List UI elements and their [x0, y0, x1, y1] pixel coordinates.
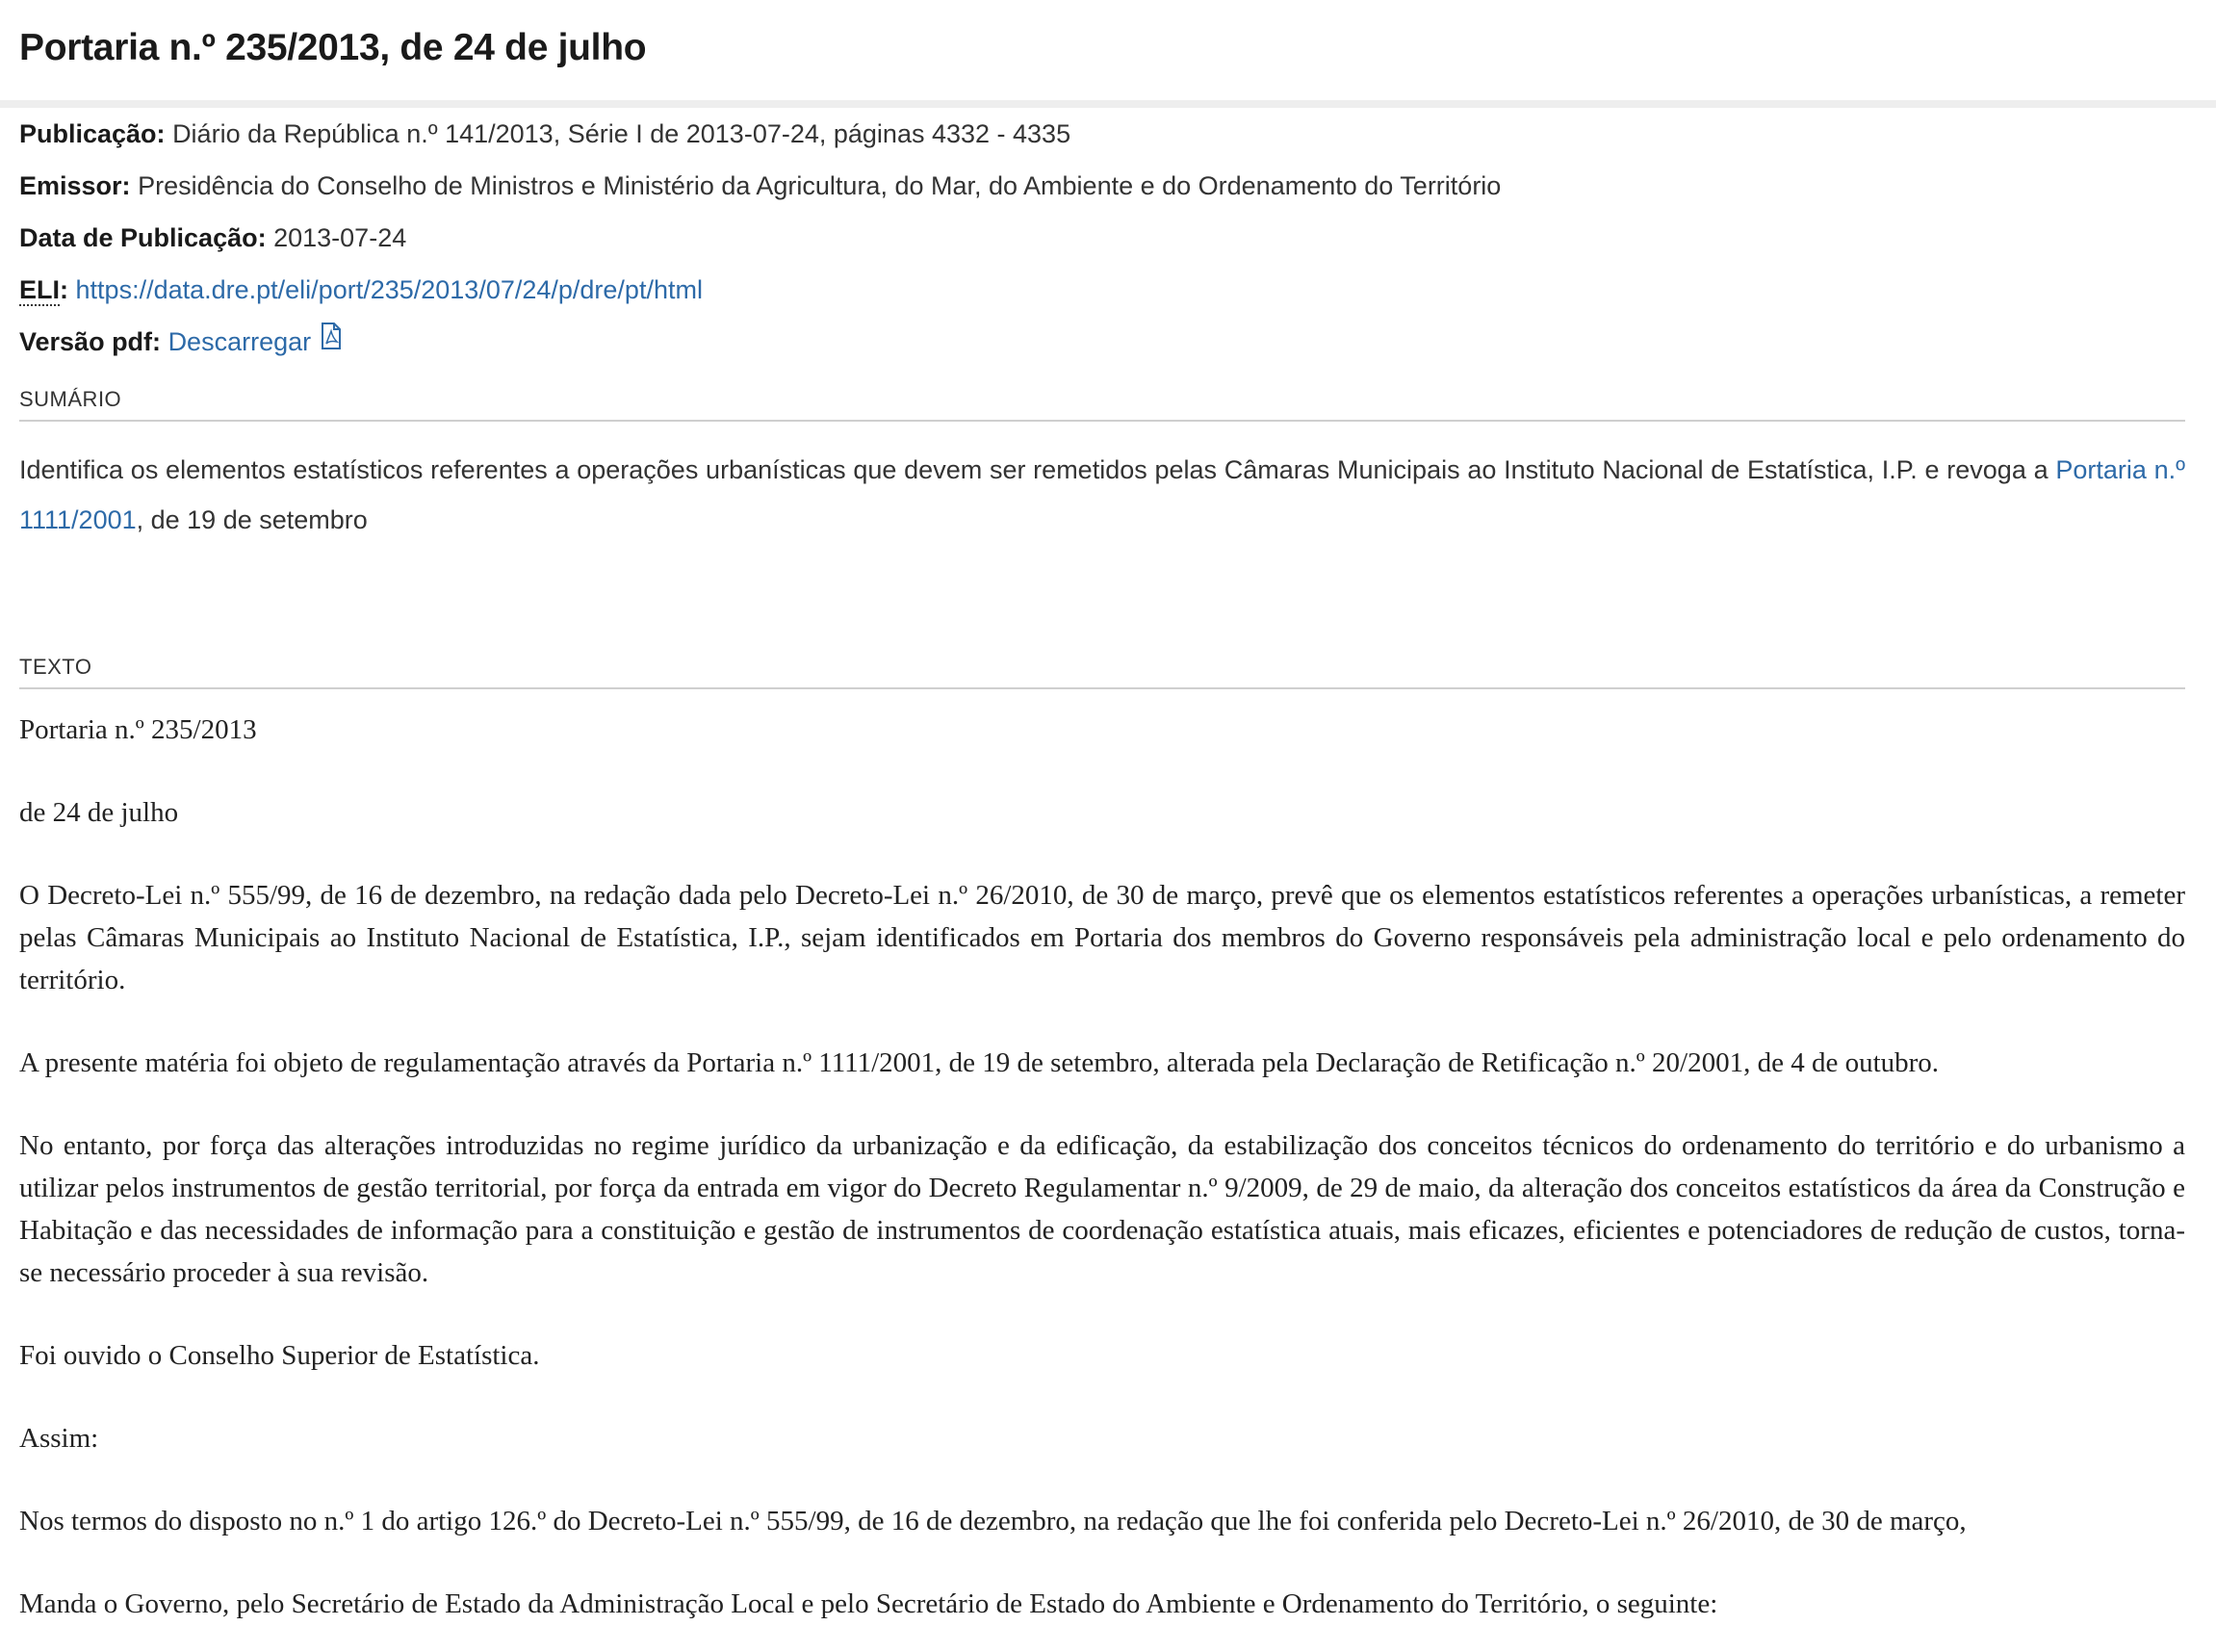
eli-colon: : — [60, 275, 69, 304]
meta-publicacao — [19, 108, 2185, 160]
document-content — [19, 108, 2185, 1625]
texto-paragraph: Manda o Governo, pelo Secretário de Estado da Administração Local e pelo Secretário de Estado do Ambiente e Ordenamento do Território, o seguinte: — [19, 1588, 1718, 1619]
data-publicacao-label: Data de Publicação: — [19, 223, 267, 252]
eli-label: ELI — [19, 275, 61, 304]
meta-eli — [19, 264, 2185, 316]
pdf-file-icon — [321, 315, 342, 367]
page-header — [0, 0, 2216, 108]
sumario-section — [19, 387, 2185, 545]
emissor-label: Emissor: — [19, 171, 131, 200]
texto-heading: TEXTO — [19, 655, 2185, 689]
texto-paragraph: Foi ouvido o Conselho Superior de Estatística. — [19, 1340, 540, 1371]
sumario-text — [19, 445, 2185, 545]
texto-paragraph: Assim: — [19, 1423, 99, 1454]
texto-paragraph: de 24 de julho — [19, 797, 179, 828]
texto-section — [19, 655, 2185, 1625]
sumario-heading: SUMÁRIO — [19, 387, 2185, 422]
sumario-portaria-link[interactable]: Portaria n.º 1111/2001 — [19, 455, 2186, 534]
meta-pdf — [19, 316, 2185, 368]
metadata-block — [19, 108, 2185, 368]
eli-link[interactable]: https://data.dre.pt/eli/port/235/2013/07/24/p/dre/pt/html — [75, 275, 703, 304]
pdf-download-link[interactable] — [168, 327, 343, 356]
texto-paragraph: O Decreto-Lei n.º 555/99, de 16 de dezembro, na redação dada pelo Decreto-Lei n.º 26/2010, de 30 de março, prevê que os elementos estatísticos referentes a operações urbanísticas, a remeter pelas Câmaras Municipais ao Instituto Nacional de Estatística, I.P., sejam identificados em Portaria dos membros do Governo responsáveis pela administração local e pelo ordenamento do território. — [19, 880, 2185, 995]
publicacao-value: Diário da República n.º 141/2013, Série I de 2013-07-24, páginas 4332 - 4335 — [172, 119, 1071, 148]
meta-data-publicacao — [19, 212, 2185, 264]
pdf-download-label: Descarregar — [167, 327, 312, 356]
page-title: Portaria n.º 235/2013, de 24 de julho — [19, 27, 647, 68]
texto-paragraph: Nos termos do disposto no n.º 1 do artigo 126.º do Decreto-Lei n.º 555/99, de 16 de dezembro, na redação que lhe foi conferida pelo Decreto-Lei n.º 26/2010, de 30 de março, — [19, 1506, 1967, 1536]
texto-body — [19, 709, 2185, 1625]
pdf-label: Versão pdf: — [19, 327, 162, 356]
emissor-value: Presidência do Conselho de Ministros e Ministério da Agricultura, do Mar, do Ambiente e do Ordenamento do Território — [138, 171, 1502, 200]
texto-paragraph: A presente matéria foi objeto de regulamentação através da Portaria n.º 1111/2001, de 19 de setembro, alterada pela Declaração de Retificação n.º 20/2001, de 4 de outubro. — [19, 1047, 1940, 1078]
sumario-text-after: , de 19 de setembro — [136, 505, 368, 534]
publicacao-label: Publicação: — [19, 119, 166, 148]
sumario-text-before: Identifica os elementos estatísticos referentes a operações urbanísticas que devem ser remetidos pelas Câmaras Municipais ao Instituto Nacional de Estatística, I.P. e revoga a — [19, 455, 2056, 484]
texto-paragraph: Portaria n.º 235/2013 — [19, 714, 257, 745]
meta-emissor — [19, 160, 2185, 212]
data-publicacao-value: 2013-07-24 — [273, 223, 407, 252]
texto-paragraph: No entanto, por força das alterações introduzidas no regime jurídico da urbanização e da edificação, da estabilização dos conceitos técnicos do ordenamento do território e do urbanismo a utilizar pelos instrumentos de gestão territorial, por força da entrada em vigor do Decreto Regulamentar n.º 9/2009, de 29 de maio, da alteração dos conceitos estatísticos da área da Construção e Habitação e das necessidades de informação para a constituição e gestão de instrumentos de coordenação estatística atuais, mais eficazes, eficientes e potenciadores de redução de custos, torna-se necessário proceder à sua revisão. — [19, 1130, 2185, 1288]
